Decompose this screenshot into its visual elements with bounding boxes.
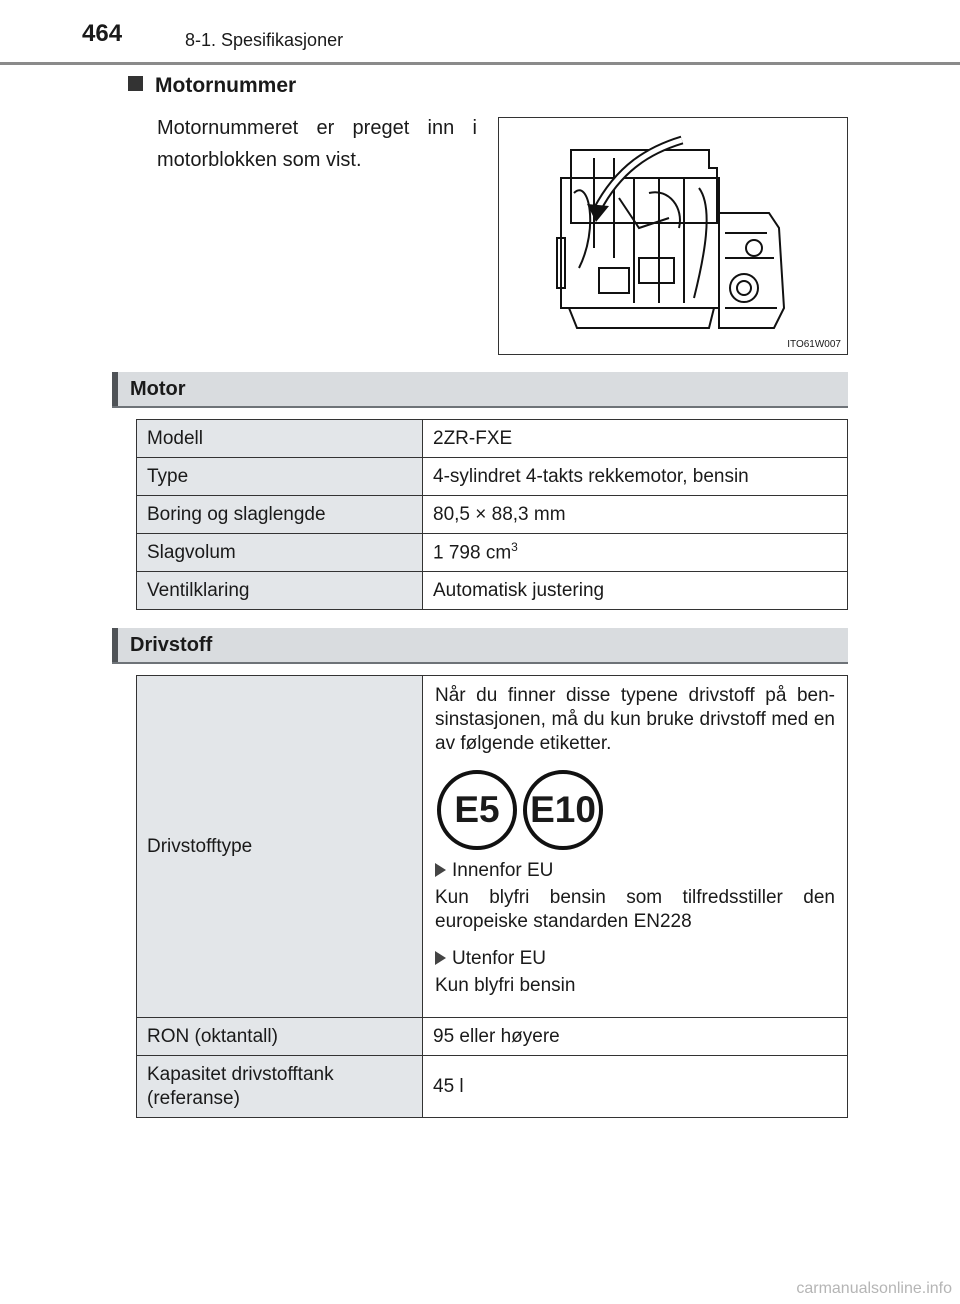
spec-key: Kapasitet drivstofftank (referanse) <box>137 1056 423 1118</box>
spec-value: 95 eller høyere <box>423 1018 848 1056</box>
engine-drawing-icon <box>499 118 847 354</box>
outside-eu-heading <box>435 948 835 970</box>
section-accent <box>112 372 118 406</box>
fuel-section-title: Drivstoff <box>130 634 213 656</box>
table-row <box>137 676 848 1018</box>
fuel-type-details <box>423 676 848 1018</box>
triangle-bullet-icon <box>435 863 446 877</box>
page-number: 464 <box>82 20 123 47</box>
spec-value: 2ZR-FXE <box>423 420 848 458</box>
header-rule <box>0 62 960 65</box>
spec-key: Drivstofftype <box>137 676 423 1018</box>
fuel-intro-text: Når du finner disse typene drivstoff på bensinstasjonen, må du kun bruke drivstoff med en av følgende etiketter. <box>435 685 835 754</box>
engine-illustration <box>498 117 848 355</box>
e10-label-icon: E10 <box>523 770 603 850</box>
fuel-spec-table <box>136 675 848 1118</box>
spec-key: RON (oktantall) <box>137 1018 423 1056</box>
table-row <box>137 1018 848 1056</box>
table-row <box>137 458 848 496</box>
table-row <box>137 1056 848 1118</box>
inside-eu-heading <box>435 860 835 882</box>
spec-key: Slagvolum <box>137 534 423 572</box>
table-row <box>137 496 848 534</box>
e5-label-icon: E5 <box>437 770 517 850</box>
triangle-bullet-icon <box>435 951 446 965</box>
engine-number-heading <box>128 74 296 98</box>
outside-eu-text: Kun blyfri bensin <box>435 975 576 996</box>
spec-value <box>423 534 848 572</box>
outside-eu-heading-text: Utenfor EU <box>452 948 546 969</box>
fuel-labels <box>437 770 835 850</box>
superscript: 3 <box>511 540 518 555</box>
displacement-value: 1 798 cm <box>433 542 512 564</box>
spec-key: Modell <box>137 420 423 458</box>
engine-number-heading-text: Motornummer <box>155 74 297 97</box>
spec-value: Automatisk justering <box>423 572 848 610</box>
spec-value: 45 l <box>423 1056 848 1118</box>
section-accent <box>112 628 118 662</box>
fuel-section-header <box>112 628 848 664</box>
engine-number-text: Motornummeret er preget inn i motorblokken som vist. <box>157 117 477 171</box>
figure-code: ITO61W007 <box>787 339 841 350</box>
spec-value: 80,5 × 88,3 mm <box>423 496 848 534</box>
spec-key: Type <box>137 458 423 496</box>
motor-spec-table <box>136 419 848 610</box>
watermark: carmanualsonline.info <box>796 1280 952 1297</box>
table-row <box>137 534 848 572</box>
spec-key: Ventilklaring <box>137 572 423 610</box>
inside-eu-heading-text: Innenfor EU <box>452 860 554 881</box>
motor-section-title: Motor <box>130 378 186 400</box>
inside-eu-text: Kun blyfri bensin som tilfredsstiller den europeiske standarden EN228 <box>435 887 835 932</box>
chapter-title: 8-1. Spesifikasjoner <box>185 30 344 50</box>
motor-section-header <box>112 372 848 408</box>
table-row <box>137 420 848 458</box>
square-bullet-icon <box>128 76 143 91</box>
spec-key: Boring og slaglengde <box>137 496 423 534</box>
table-row <box>137 572 848 610</box>
spec-value: 4-sylindret 4-takts rekkemotor, bensin <box>423 458 848 496</box>
